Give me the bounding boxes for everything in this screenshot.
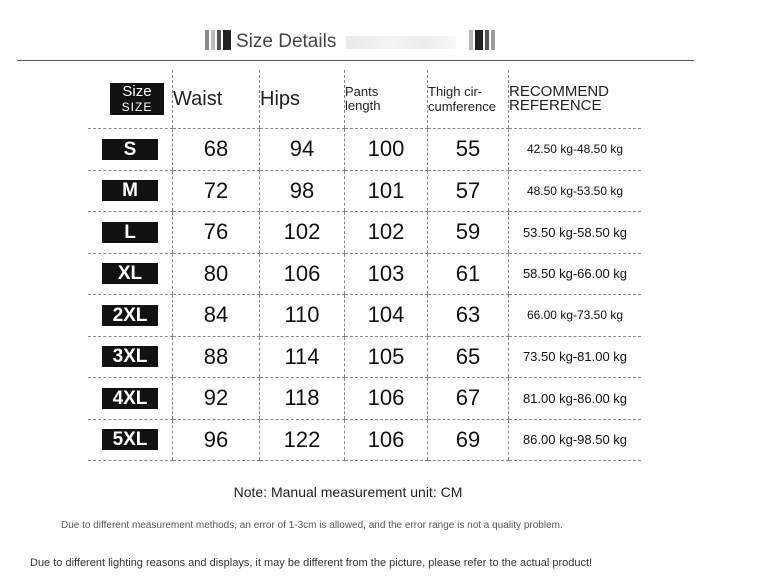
hips-cell: 122 — [260, 419, 345, 461]
recommend-cell: 58.50 kg-66.00 kg — [509, 253, 642, 295]
title-bar-decoration — [217, 30, 221, 50]
title-banner — [0, 30, 700, 56]
recommend-cell: 86.00 kg-98.50 kg — [509, 419, 642, 461]
title-bar-decoration — [211, 30, 215, 50]
hips-cell: 102 — [260, 212, 345, 254]
waist-cell: 80 — [173, 253, 260, 295]
recommend-cell: 73.50 kg-81.00 kg — [509, 336, 642, 378]
header-recommend — [509, 70, 642, 129]
table-row — [88, 295, 641, 337]
header-thigh-line2: cumference — [428, 99, 496, 114]
waist-cell: 68 — [173, 129, 260, 171]
waist-cell: 96 — [173, 419, 260, 461]
table-row — [88, 378, 641, 420]
title-bar-decoration — [469, 30, 473, 50]
title-bar-decoration — [485, 30, 489, 50]
header-hips: Hips — [260, 70, 345, 129]
header-recommend-line2: REFERENCE — [509, 97, 602, 114]
header-recommend-line1: RECOMMEND — [509, 83, 609, 100]
size-header-badge — [109, 82, 165, 116]
length-cell: 106 — [345, 378, 428, 420]
waist-cell: 76 — [173, 212, 260, 254]
title-bar-decoration — [223, 30, 231, 50]
size-badge: 4XL — [102, 388, 158, 409]
hips-cell: 94 — [260, 129, 345, 171]
table-row — [88, 129, 641, 171]
table-row — [88, 170, 641, 212]
waist-cell: 92 — [173, 378, 260, 420]
size-badge: 3XL — [102, 346, 158, 367]
thigh-cell: 61 — [428, 253, 509, 295]
header-thigh — [428, 70, 509, 129]
table-header-row — [88, 70, 641, 129]
thigh-cell: 65 — [428, 336, 509, 378]
thigh-cell: 69 — [428, 419, 509, 461]
table-row — [88, 212, 641, 254]
waist-cell: 84 — [173, 295, 260, 337]
hips-cell: 98 — [260, 170, 345, 212]
recommend-cell: 42.50 kg-48.50 kg — [509, 129, 642, 171]
size-badge: L — [102, 222, 158, 243]
error-footnote: Due to different measurement methods, an error of 1-3cm is allowed, and the error range is not a quality problem. — [61, 520, 563, 531]
thigh-cell: 57 — [428, 170, 509, 212]
lighting-footnote: Due to different lighting reasons and displays, it may be different from the picture, please refer to the actual product! — [30, 557, 593, 569]
length-cell: 106 — [345, 419, 428, 461]
thigh-cell: 59 — [428, 212, 509, 254]
header-pants-length-line2: length — [345, 98, 381, 113]
title-divider — [17, 60, 694, 61]
header-pants-length-line1: Pants — [345, 84, 379, 99]
waist-cell: 88 — [173, 336, 260, 378]
hips-cell: 114 — [260, 336, 345, 378]
table-row — [88, 253, 641, 295]
size-badge: XL — [102, 263, 158, 284]
size-header-label: Size — [122, 83, 152, 100]
table-row — [88, 419, 641, 461]
header-pants-length — [345, 70, 428, 129]
size-chart-table — [88, 70, 641, 461]
length-cell: 105 — [345, 336, 428, 378]
size-badge: 5XL — [102, 429, 158, 450]
title-bar-decoration — [205, 30, 209, 50]
recommend-cell: 81.00 kg-86.00 kg — [509, 378, 642, 420]
measurement-note: Note: Manual measurement unit: CM — [233, 484, 463, 500]
page-title: Size Details — [236, 31, 337, 52]
title-faded-strip — [346, 36, 456, 49]
title-bar-decoration — [475, 30, 483, 50]
length-cell: 101 — [345, 170, 428, 212]
hips-cell: 118 — [260, 378, 345, 420]
size-badge: S — [102, 139, 158, 160]
recommend-cell: 48.50 kg-53.50 kg — [509, 170, 642, 212]
title-bar-decoration — [491, 30, 495, 50]
thigh-cell: 55 — [428, 129, 509, 171]
waist-cell: 72 — [173, 170, 260, 212]
hips-cell: 110 — [260, 295, 345, 337]
length-cell: 104 — [345, 295, 428, 337]
size-badge: 2XL — [102, 305, 158, 326]
thigh-cell: 63 — [428, 295, 509, 337]
recommend-cell: 66.00 kg-73.50 kg — [509, 295, 642, 337]
length-cell: 103 — [345, 253, 428, 295]
length-cell: 102 — [345, 212, 428, 254]
hips-cell: 106 — [260, 253, 345, 295]
header-thigh-line1: Thigh cir- — [428, 84, 483, 99]
size-header-sublabel: SIZE — [121, 100, 153, 114]
header-size — [88, 70, 173, 129]
thigh-cell: 67 — [428, 378, 509, 420]
length-cell: 100 — [345, 129, 428, 171]
size-badge: M — [102, 180, 158, 201]
header-waist: Waist — [173, 70, 260, 129]
recommend-cell: 53.50 kg-58.50 kg — [509, 212, 642, 254]
table-row — [88, 336, 641, 378]
